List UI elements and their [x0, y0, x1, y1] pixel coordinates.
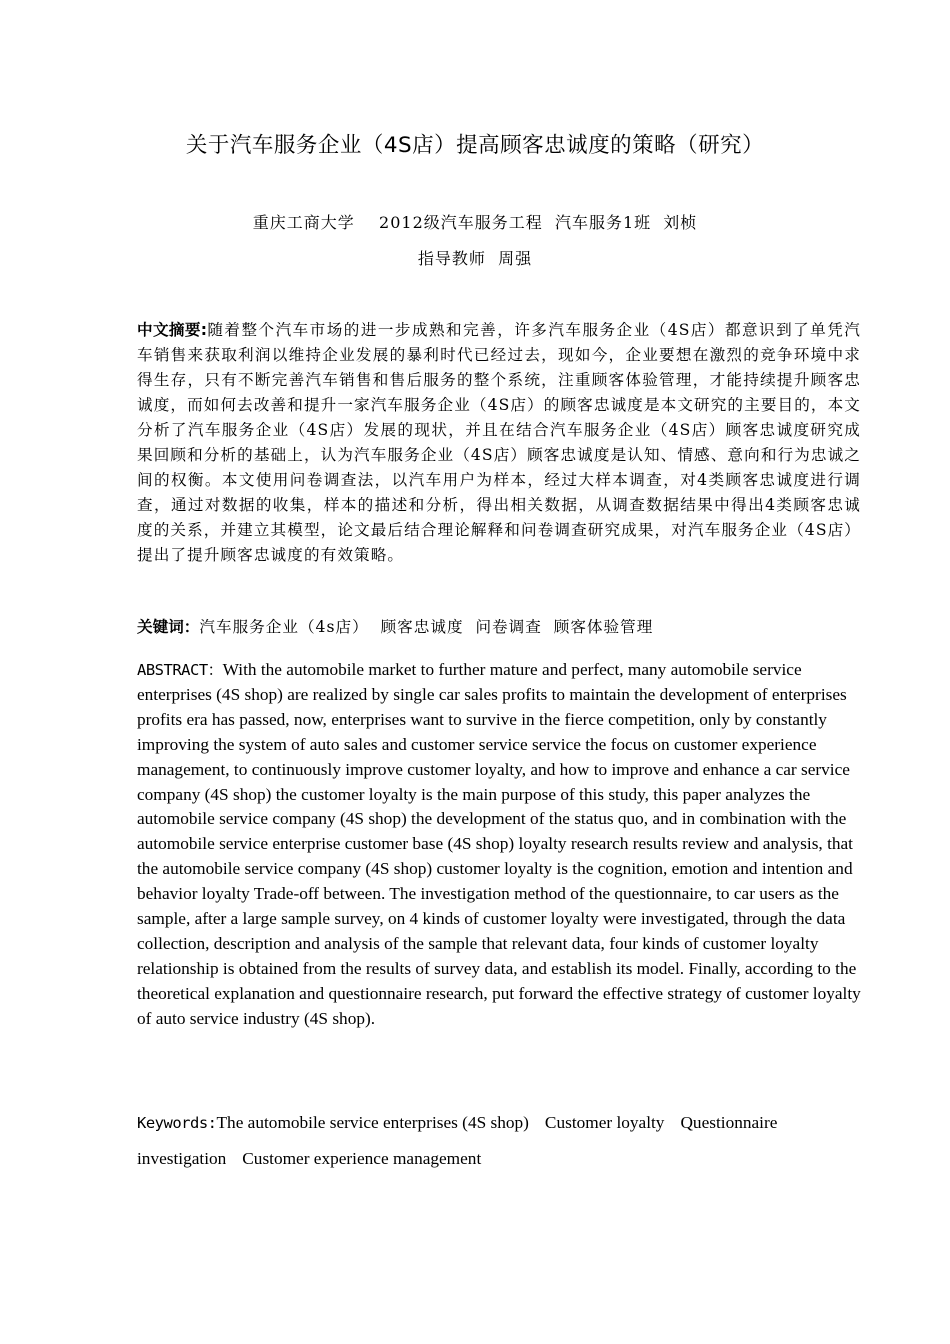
chinese-keywords-label: 关键词：	[137, 618, 200, 636]
author-info: 重庆工商大学 2012级汽车服务工程 汽车服务1班 刘桢	[252, 213, 698, 232]
chinese-abstract-text: 随着整个汽车市场的进一步成熟和完善，许多汽车服务企业（4S店）都意识到了单凭汽车销售来获取利润以维持企业发展的暴利时代已经过去，现如今，企业要想在激烈的竞争环境中求得生存，只有不断完善汽车销售和售后服务的整个系统，注重顾客体验管理，才能持续提升顾客忠诚度，而如何去改善和提升一家汽车服务企业（4S店）的顾客忠诚度是本文研究的主要目的，本文分析了汽车服务企业（4S店）发展的现状，并且在结合汽车服务企业（4S店）顾客忠诚度研究成果回顾和分析的基础上，认为汽车服务企业（4S店）顾客忠诚度是认知、情感、意向和行为忠诚之间的权衡。本文使用问卷调查法，以汽车用户为样本，经过大样本调查，对4类顾客忠诚度进行调查，通过对数据的收集，样本的描述和分析，得出相关数据，从调查数据结果中得出4类顾客忠诚度的关系，并建立其模型，论文最后结合理论解释和问卷调查研究成果，对汽车服务企业（4S店）提出了提升顾客忠诚度的有效策略。	[137, 321, 861, 564]
english-keyword: Customer loyalty	[544, 1113, 665, 1132]
chinese-abstract-label: 中文摘要:	[137, 321, 208, 339]
english-keyword: The automobile service enterprises (4S shop)	[216, 1113, 529, 1132]
english-abstract-text: With the automobile market to further mature and perfect, many automobile service enterprises (4S shop) are realized by single car sales profits to maintain the development of enterprises profits era has passed, now, enterprises want to survive in the fierce competition, only by constantly improving the system of auto sales and customer service service the focus on customer experience management, to continuously improve customer loyalty, and how to improve and enhance a car service company (4S shop) the customer loyalty is the main purpose of this study, this paper analyzes the automobile service company (4S shop) the development of the status quo, and in combination with the automobile service enterprise customer base (4S shop) loyalty research results review and analysis, that the automobile service company (4S shop) customer loyalty is the cognition, emotion and intention and behavior loyalty Trade-off between. The investigation method of the questionnaire, to car users as the sample, after a large sample survey, on 4 kinds of customer loyalty were investigated, through the data collection, description and analysis of the sample that relevant data, four kinds of customer loyalty relationship is obtained from the results of survey data, and establish its model. Finally, according to the theoretical explanation and questionnaire research, put forward the effective strategy of customer loyalty of auto service industry (4S shop).	[137, 660, 861, 1028]
english-abstract-label: ABSTRACT：	[137, 661, 223, 679]
paper-title: 关于汽车服务企业（4S店）提高顾客忠诚度的策略（研究）	[185, 133, 765, 158]
english-keyword: Questionnaire investigation	[137, 1113, 778, 1168]
english-abstract	[137, 658, 861, 1032]
chinese-keywords	[137, 615, 861, 637]
english-keyword: Customer experience management	[242, 1149, 482, 1168]
english-keywords-label: Keywords:	[137, 1114, 217, 1132]
chinese-keywords-list: 汽车服务企业（4s店） 顾客忠诚度 问卷调查 顾客体验管理	[199, 618, 654, 636]
chinese-abstract	[137, 318, 861, 568]
advisor-info: 指导教师 周强	[417, 249, 533, 268]
english-keywords	[137, 1105, 867, 1177]
